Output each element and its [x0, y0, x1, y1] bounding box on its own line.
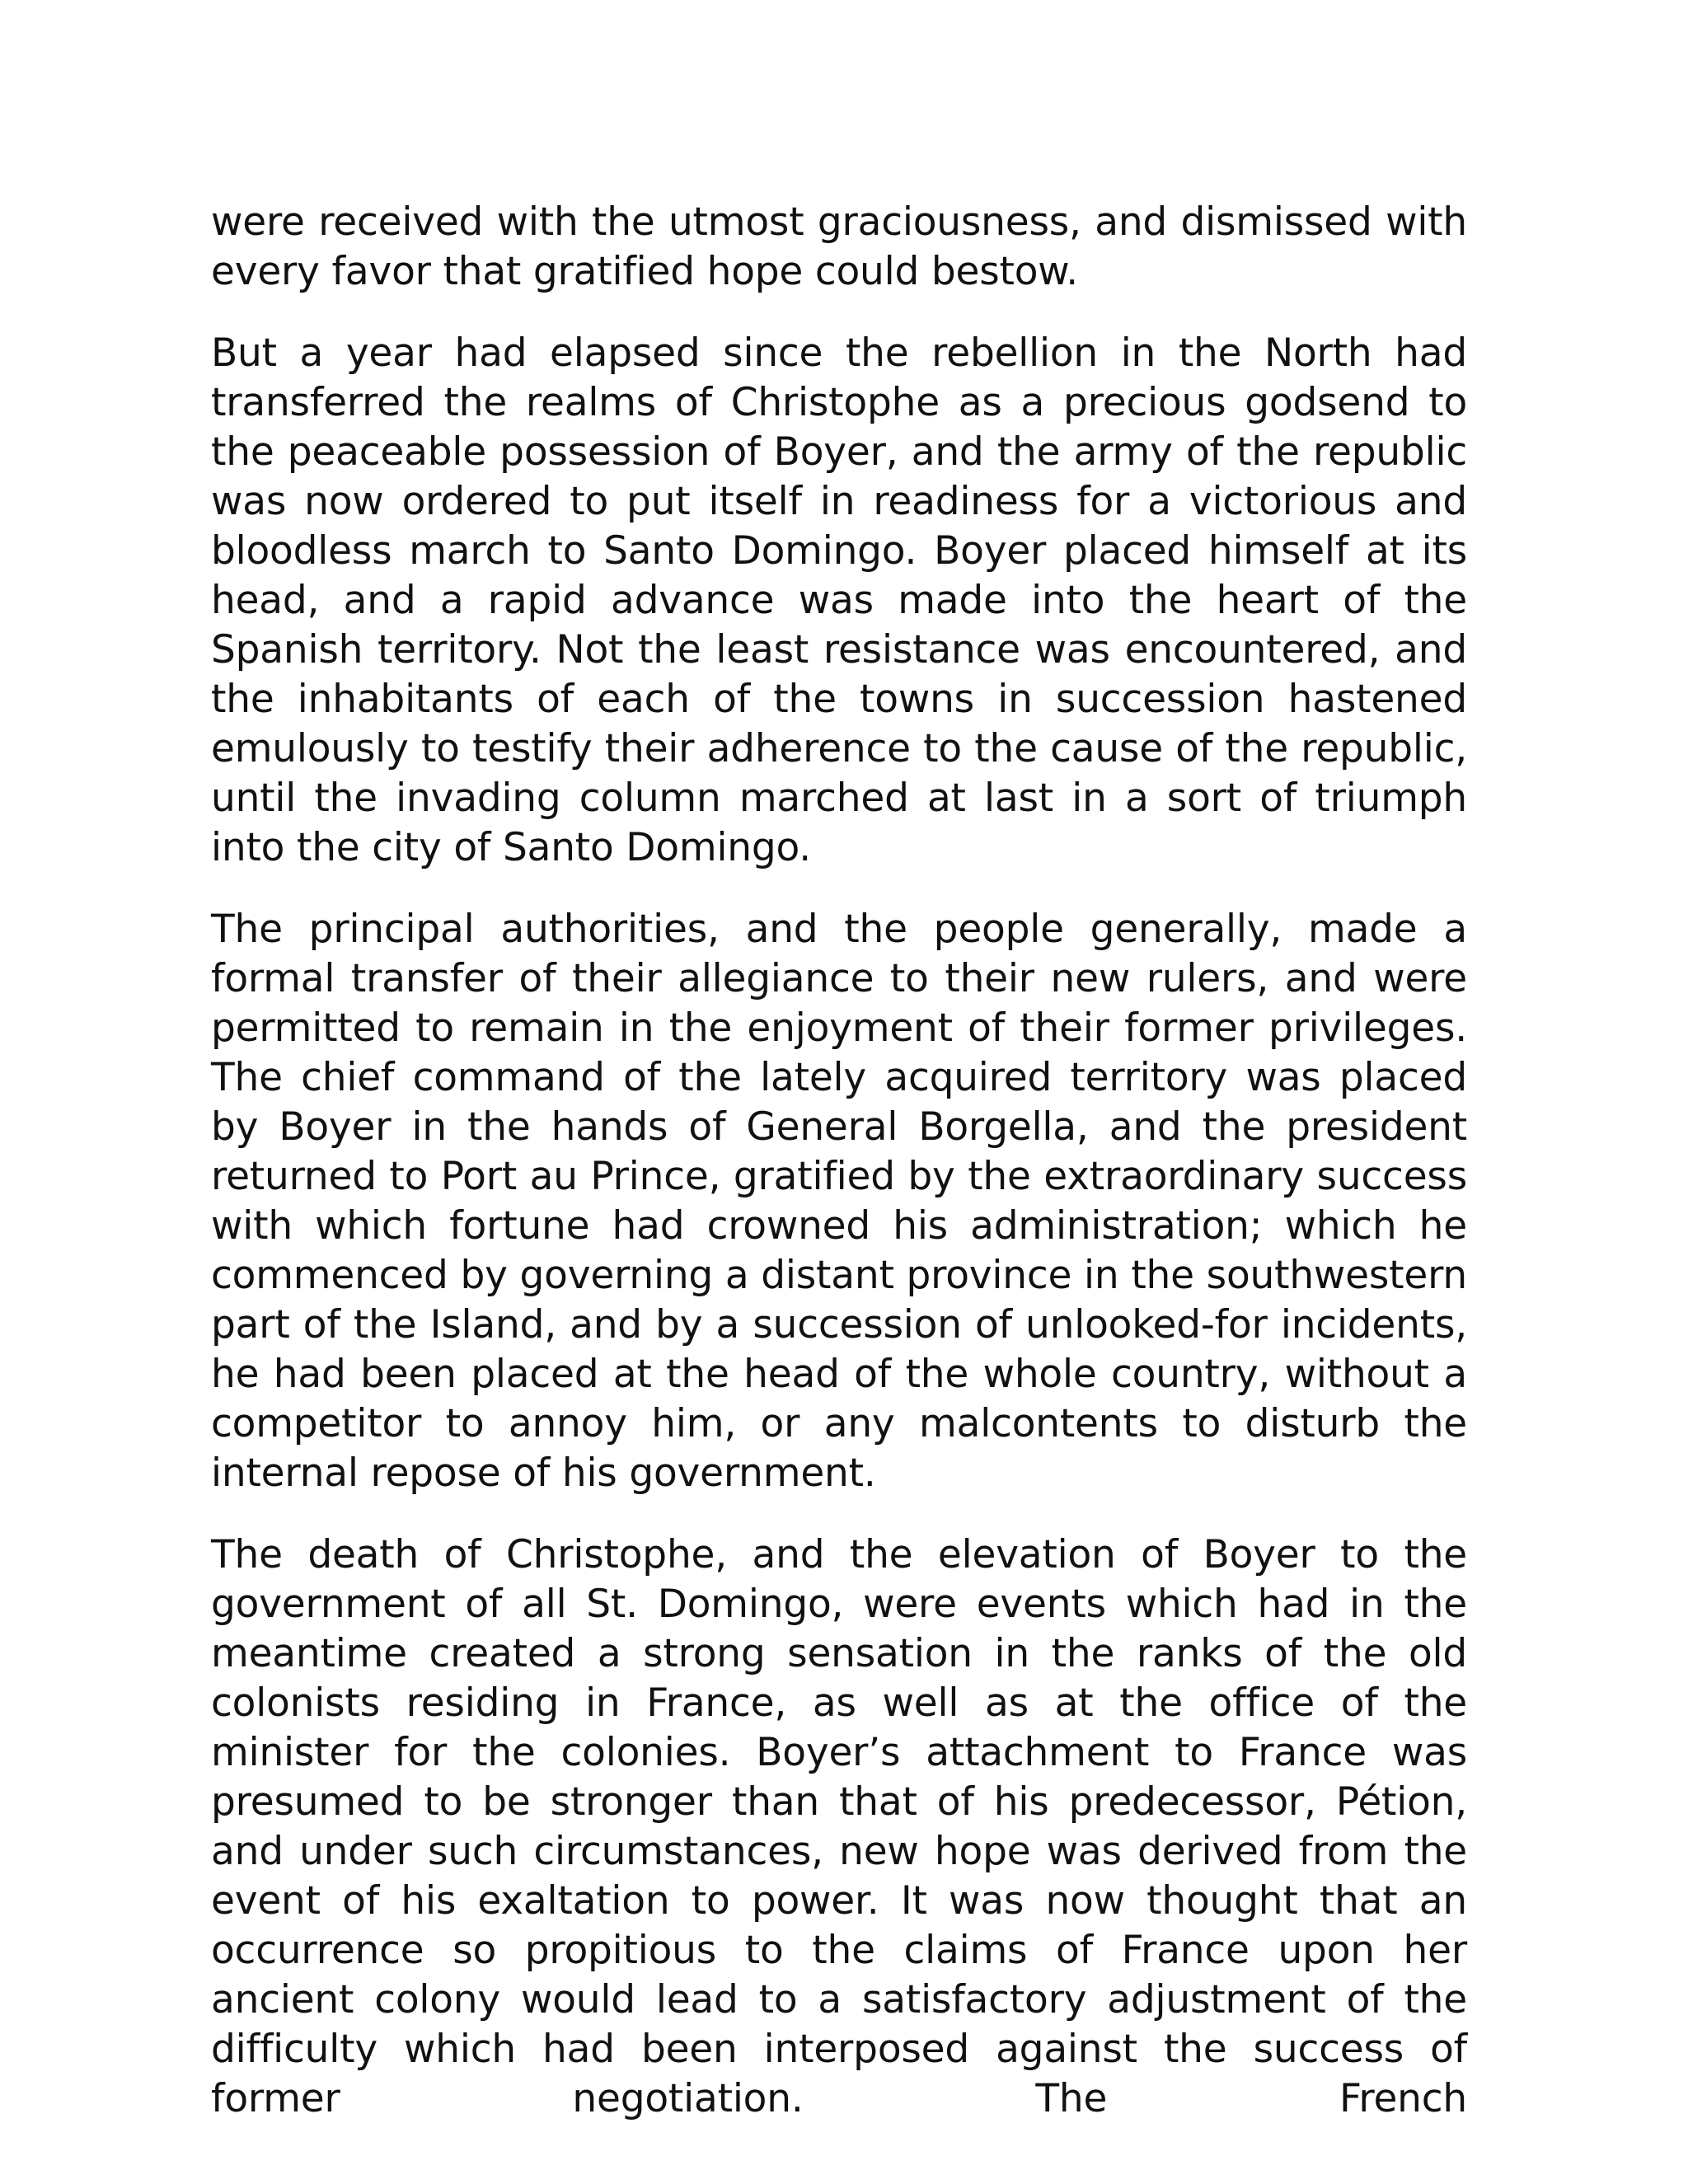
paragraph-1: were received with the utmost graciousness, and dismissed with every favor that gratified hope could bestow.	[211, 199, 1467, 294]
paragraph-4: The death of Christophe, and the elevation of Boyer to the government of all St. Domingo, were events which had in the meantime created a strong sensation in the ranks of the old colonists residing in France, as well as at the office of the minister for the colonies. Boyer’s attachment to France was presumed to be stronger than that of his predecessor, Pétion, and under such circumstances, new hope was derived from the event of his exaltation to power. It was now thought that an occurrence so propitious to the claims of France upon her ancient colony would lead to a satisfactory adjustment of the difficulty which had been interposed against the success of former negotiation. The French	[211, 1532, 1467, 2121]
paragraph-2: But a year had elapsed since the rebellion in the North had transferred the realms of Christophe as a precious godsend to the peaceable possession of Boyer, and the army of the republic was now ordered to put itself in readiness for a victorious and bloodless march to Santo Domingo. Boyer placed himself at its head, and a rapid advance was made into the heart of the Spanish territory. Not the least resistance was encountered, and the inhabitants of each of the towns in succession hastened emulously to testify their adherence to the cause of the republic, until the invading column marched at last in a sort of triumph into the city of Santo Domingo.	[211, 330, 1467, 870]
paragraph-3: The principal authorities, and the people generally, made a formal transfer of their allegiance to their new rulers, and were permitted to remain in the enjoyment of their former privileges. The chief command of the lately acquired territory was placed by Boyer in the hands of General Borgella, and the president returned to Port au Prince, gratified by the extraordinary success with which fortune had crowned his administration; which he commenced by governing a distant province in the southwestern part of the Island, and by a succession of unlooked-for incidents, he had been placed at the head of the whole country, without a competitor to annoy him, or any malcontents to disturb the internal repose of his government.	[211, 907, 1467, 1496]
body-text	[211, 198, 1467, 2124]
